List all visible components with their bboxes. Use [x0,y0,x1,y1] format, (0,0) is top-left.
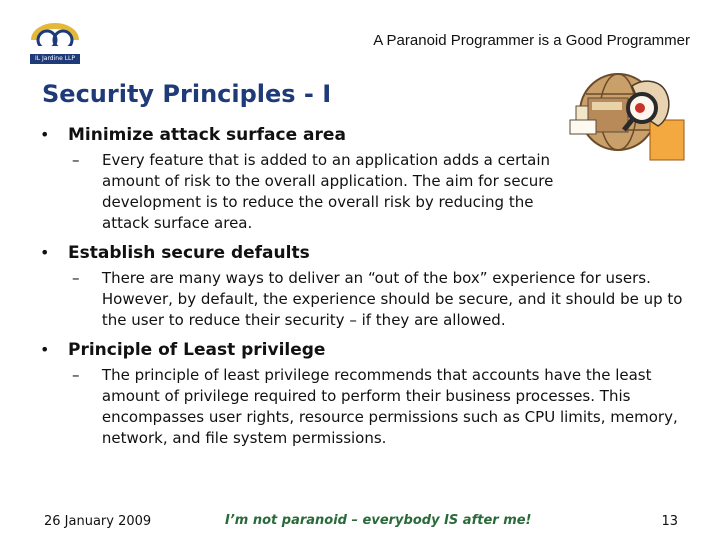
dash-icon: – [72,151,80,169]
section-body: Every feature that is added to an application adds a certain amount of risk to the overall application. The aim for secure development is to reduce the overall risk by reducing the attack surface area. [102,151,554,232]
section-heading: Minimize attack surface area [68,125,346,145]
bullet-icon: • [40,243,50,262]
page-number: 13 [661,514,678,529]
content [40,122,690,449]
footer-slogan: I’m not paranoid – everybody IS after me! [225,513,532,528]
section-least-privilege [40,337,690,449]
section-secure-defaults [40,240,690,331]
section-heading: Principle of Least privilege [68,340,326,360]
logo-text: IL Jardine LLP [30,54,80,64]
section-minimize-attack-surface [40,122,690,234]
bullet-icon: • [40,125,50,144]
slide-title: Security Principles - I [42,80,332,108]
header-title: A Paranoid Programmer is a Good Programmer [373,32,690,49]
section-heading: Establish secure defaults [68,243,310,263]
company-logo-icon [30,20,80,64]
section-body: There are many ways to deliver an “out of the box” experience for users. However, by default, the experience should be secure, and it should be up to the user to reduce their security – if they are allowed. [101,269,683,329]
dash-icon: – [72,366,80,384]
section-body: The principle of least privilege recommends that accounts have the least amount of privilege required to perform their business processes. This encompasses user rights, resource permissions such as CPU limits, memory, network, and file system permissions. [101,366,678,447]
bullet-icon: • [40,340,50,359]
footer-date: 26 January 2009 [44,514,152,529]
dash-icon: – [72,269,80,287]
